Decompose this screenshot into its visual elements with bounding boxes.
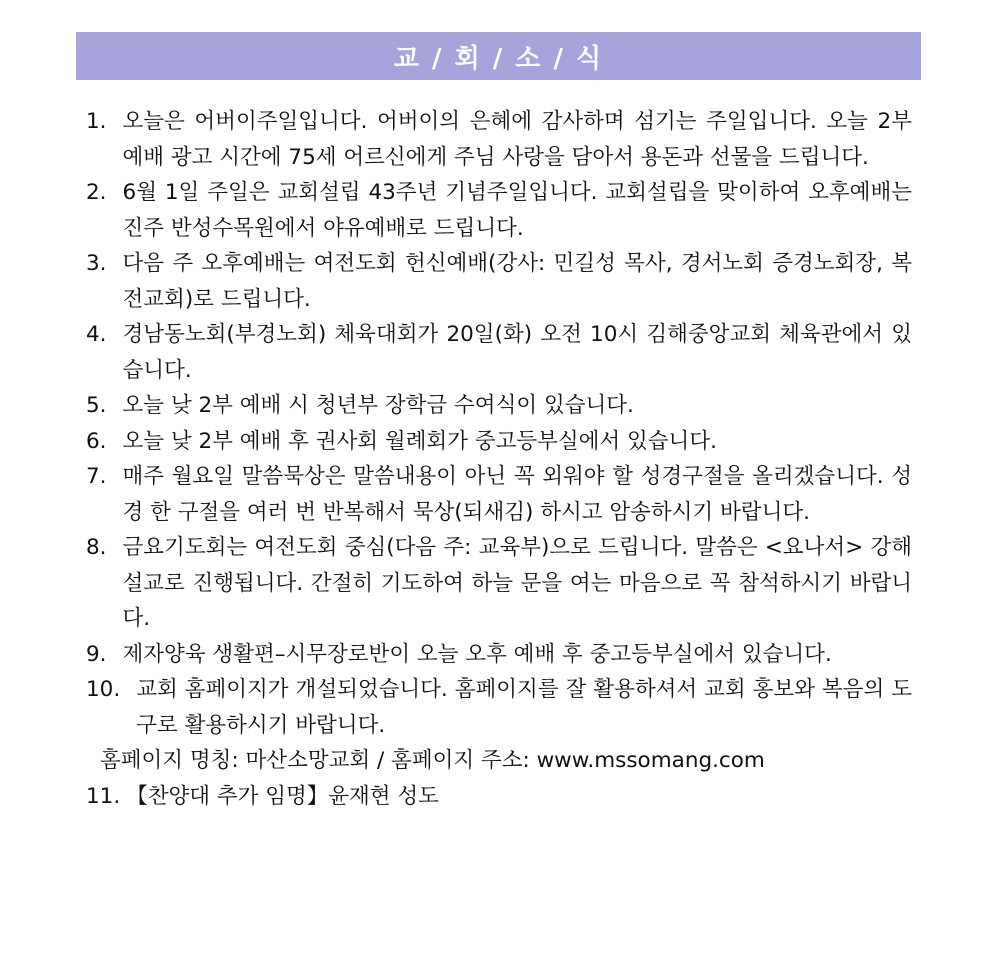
notice-item-3 xyxy=(86,246,912,317)
notice-text: 다음 주 오후예배는 여전도회 헌신예배(강사: 민길성 목사, 경서노회 증경노회장, 복전교회)로 드립니다. xyxy=(122,251,912,312)
notice-text: 【찬양대 추가 임명】윤재현 성도 xyxy=(126,783,439,809)
notice-number: 7. xyxy=(86,464,107,489)
notice-number: 1. xyxy=(86,109,107,134)
notice-item-2 xyxy=(86,175,912,246)
notice-number: 8. xyxy=(86,535,107,560)
notice-text: 오늘 낮 2부 예배 후 권사회 월례회가 중고등부실에서 있습니다. xyxy=(122,428,717,454)
notice-item-6 xyxy=(86,424,912,460)
notice-number: 11. xyxy=(86,783,121,809)
notice-text: 경남동노회(부경노회) 체육대회가 20일(화) 오전 10시 김해중앙교회 체육관에서 있습니다. xyxy=(122,322,912,383)
notice-number: 4. xyxy=(86,322,107,347)
notice-text: 매주 월요일 말씀묵상은 말씀내용이 아닌 꼭 외워야 할 성경구절을 올리겠습니다. 성경 한 구절을 여러 번 반복해서 묵상(되새김) 하시고 암송하시기 바랍니다. xyxy=(122,464,912,525)
notice-list xyxy=(86,104,912,814)
notice-number: 10. xyxy=(86,677,121,702)
notice-text: 교회 홈페이지가 개설되었습니다. 홈페이지를 잘 활용하셔서 교회 홍보와 복음의 도구로 활용하시기 바랍니다. xyxy=(136,677,912,738)
page-title: 교 / 회 / 소 / 식 xyxy=(393,43,604,74)
notice-number: 2. xyxy=(86,180,107,205)
notice-item-1 xyxy=(86,104,912,175)
notice-number: 5. xyxy=(86,393,107,418)
homepage-info: 홈페이지 명칭: 마산소망교회 / 홈페이지 주소: www.mssomang.com xyxy=(100,748,765,773)
notice-number: 9. xyxy=(86,641,107,667)
notice-text: 제자양육 생활편–시무장로반이 오늘 오후 예배 후 중고등부실에서 있습니다. xyxy=(122,641,832,667)
notice-item-11 xyxy=(86,779,912,815)
notice-text: 오늘 낮 2부 예배 시 청년부 장학금 수여식이 있습니다. xyxy=(122,393,634,418)
notice-text: 6월 1일 주일은 교회설립 43주년 기념주일입니다. 교회설립을 맞이하여 오후예배는 진주 반성수목원에서 야유예배로 드립니다. xyxy=(122,180,912,241)
notice-item-7 xyxy=(86,459,912,530)
notice-text: 금요기도회는 여전도회 중심(다음 주: 교육부)으로 드립니다. 말씀은 <요나서> 강해 설교로 진행됩니다. 간절히 기도하여 하늘 문을 여는 마음으로 꼭 참석하시기 바랍니다. xyxy=(122,535,912,631)
notice-item-8 xyxy=(86,530,912,637)
notice-item-5 xyxy=(86,388,912,424)
notice-number: 3. xyxy=(86,251,107,276)
notice-item-10 xyxy=(86,672,912,743)
notice-number: 6. xyxy=(86,428,107,454)
notice-item-4 xyxy=(86,317,912,388)
notice-text: 오늘은 어버이주일입니다. 어버이의 은혜에 감사하며 섬기는 주일입니다. 오늘 2부 예배 광고 시간에 75세 어르신에게 주님 사랑을 담아서 용돈과 선물을 드립니다. xyxy=(122,109,912,170)
notice-item-9 xyxy=(86,637,912,673)
title-bar xyxy=(76,32,921,80)
